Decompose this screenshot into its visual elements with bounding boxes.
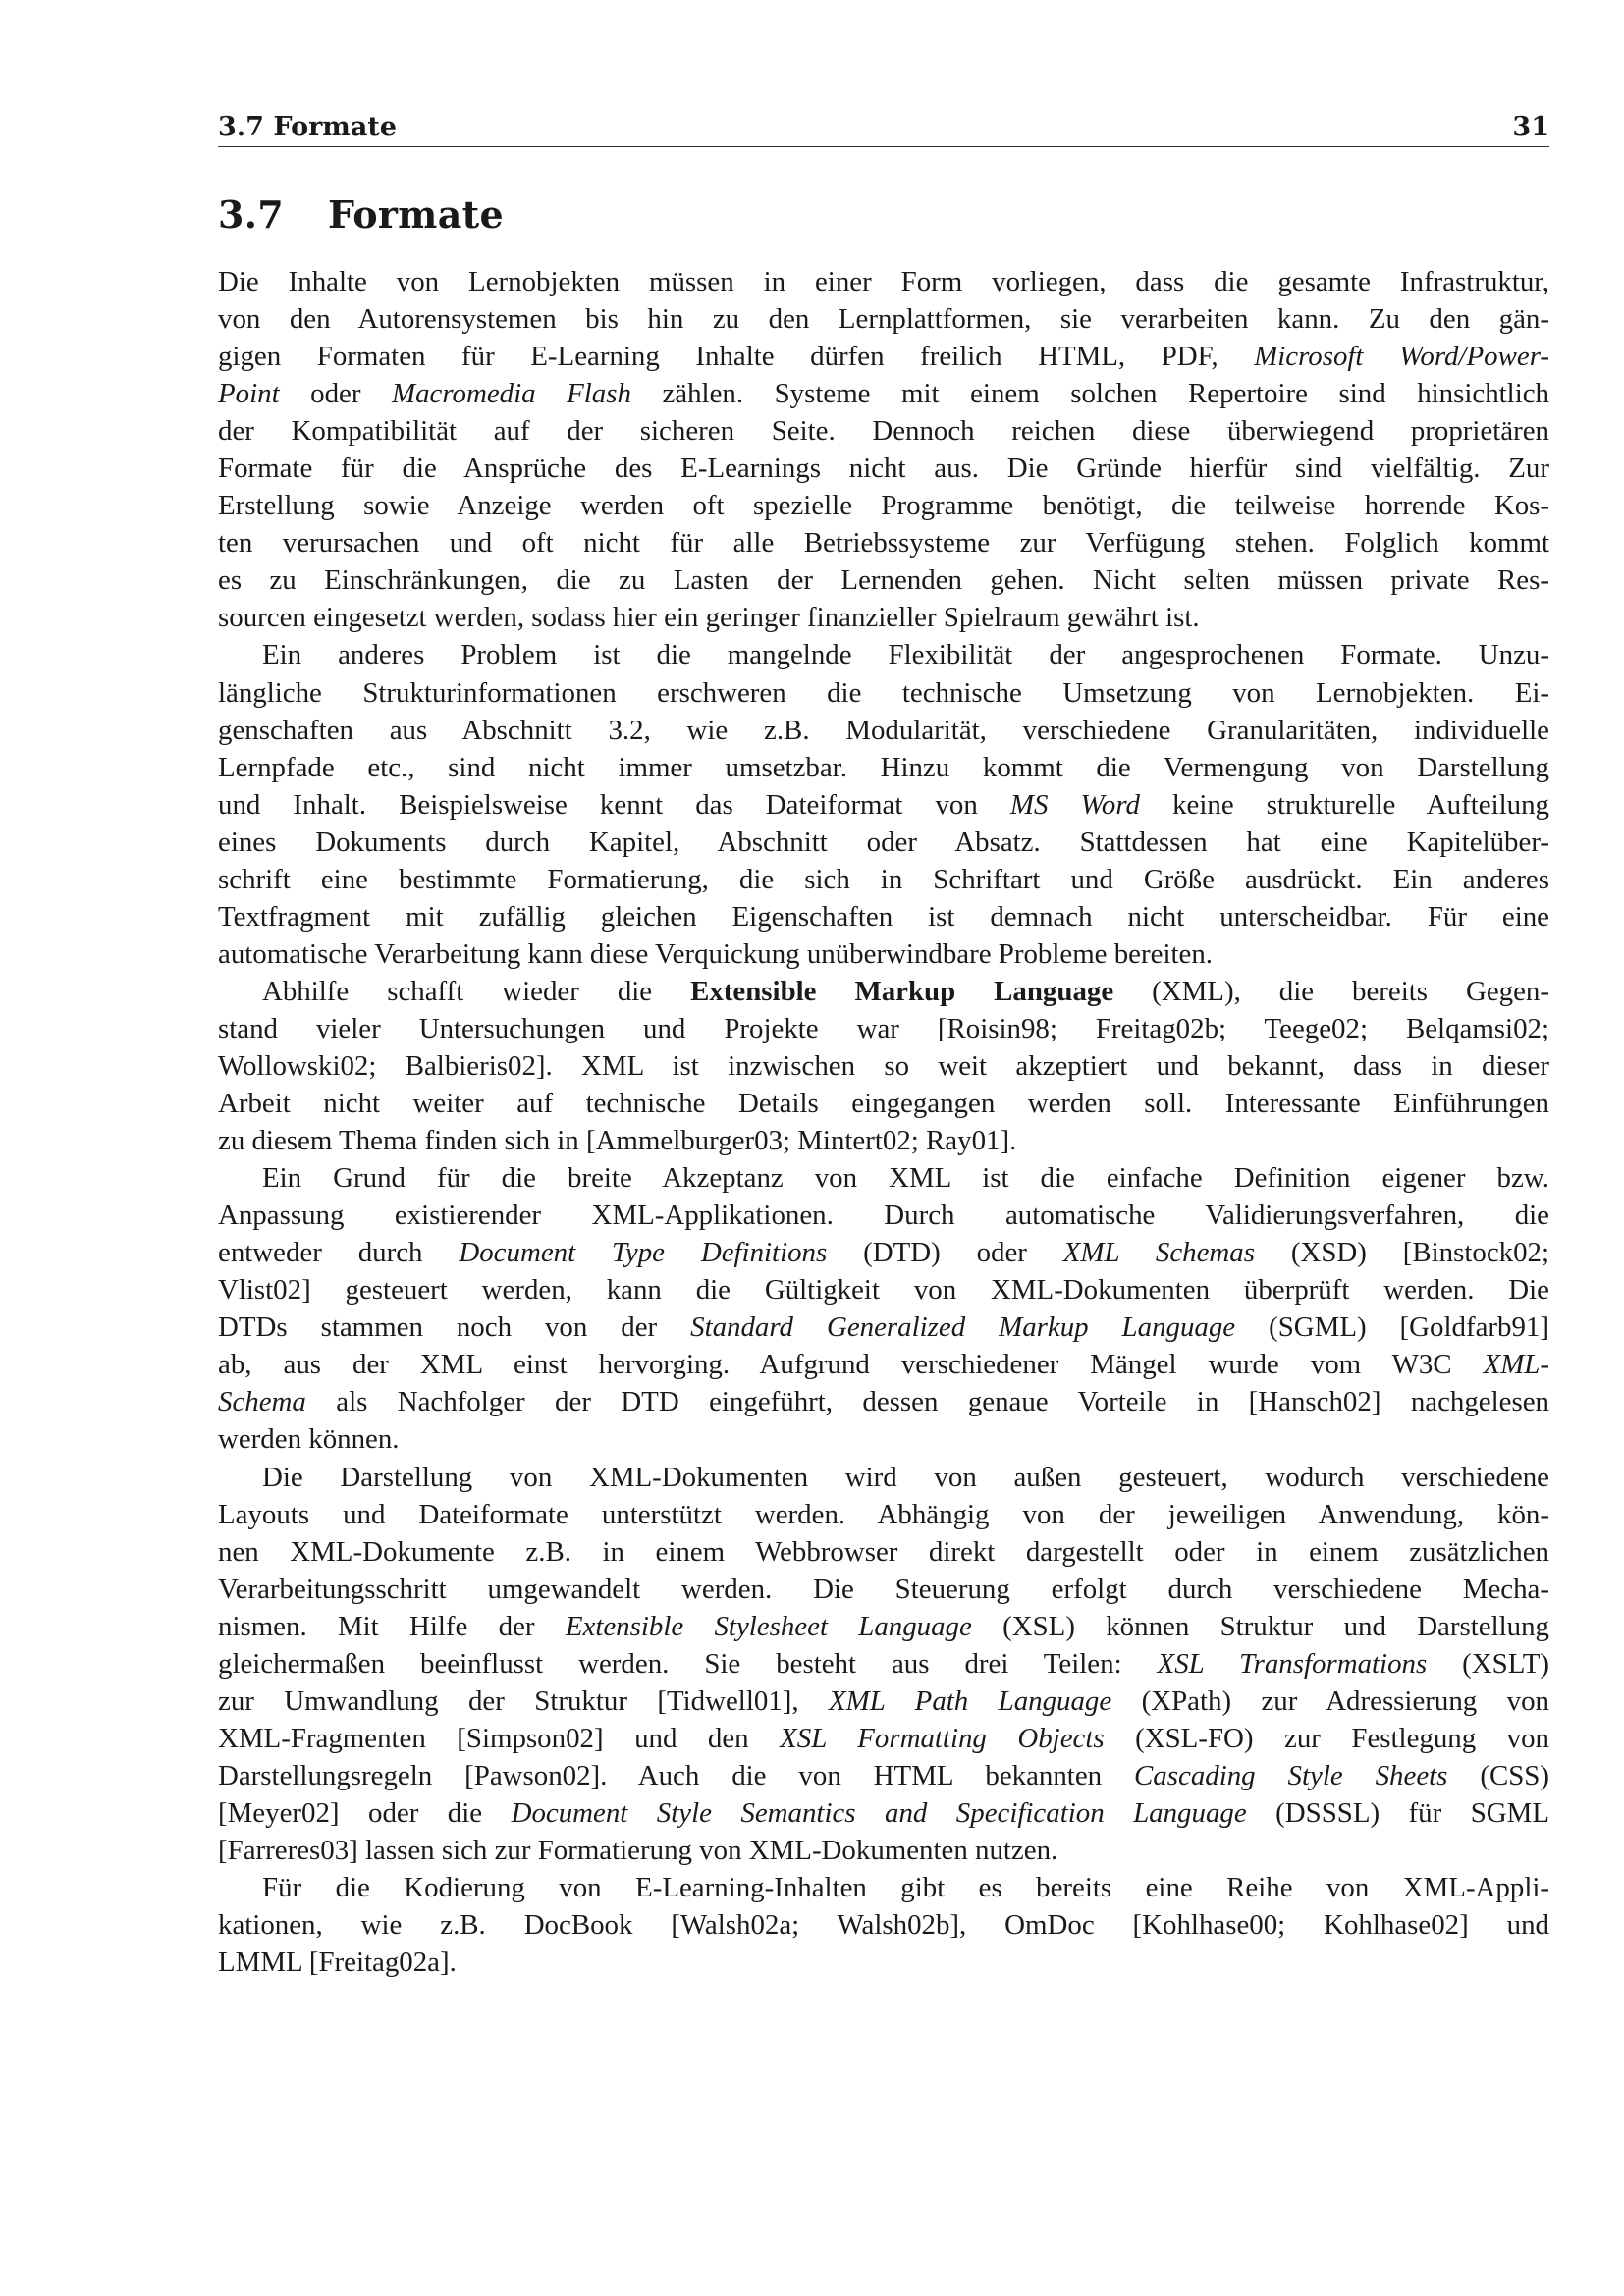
text-run: zur Umwandlung der Struktur [Tidwell01],: [218, 1684, 829, 1717]
text-line: [218, 1383, 1549, 1420]
italic-term: MS Word: [1009, 788, 1140, 821]
italic-term: Document Style Semantics and Specification Language: [511, 1796, 1247, 1829]
text-run: ab, aus der XML einst hervorging. Aufgrund verschiedener Mängel wurde vom W3C: [218, 1349, 1484, 1381]
text-line: Anpassung existierender XML-Applikationen. Durch automatische Validierungsverfahren, die: [218, 1200, 1549, 1232]
italic-term: Schema: [218, 1386, 306, 1418]
text-line: [218, 1346, 1549, 1383]
running-header: [218, 108, 1549, 147]
italic-term: XSL Formatting Objects: [780, 1722, 1105, 1754]
text-run: DTDs stammen noch von der: [218, 1311, 691, 1344]
italic-term: Macromedia Flash: [392, 378, 631, 410]
text-run: (CSS): [1447, 1759, 1549, 1791]
text-line: [218, 973, 1549, 1010]
text-line: Textfragment mit zufällig gleichen Eigenschaften ist demnach nicht unterscheidbar. Für eine: [218, 900, 1549, 933]
paragraph-4: [218, 1159, 1549, 1458]
text-line: Layouts und Dateiformate unterstützt werden. Abhängig von der jeweiligen Anwendung, kön-: [218, 1498, 1549, 1530]
section-title: Formate: [328, 192, 504, 237]
text-line: ten verursachen und oft nicht für alle Betriebssysteme zur Verfügung stehen. Folglich kommt: [218, 527, 1549, 560]
text-line: eines Dokuments durch Kapitel, Abschnitt oder Absatz. Stattdessen hat eine Kapitelüber-: [218, 826, 1549, 858]
text-line: [218, 1308, 1549, 1346]
text-run: (XSD) [Binstock02;: [1255, 1237, 1550, 1269]
text-line: längliche Strukturinformationen erschweren die technische Umsetzung von Lernobjekten. Ei-: [218, 676, 1549, 709]
italic-term: Extensible Stylesheet Language: [565, 1610, 972, 1642]
text-line: [218, 1234, 1549, 1271]
text-line: genschaften aus Abschnitt 3.2, wie z.B. Modularität, verschiedene Granularitäten, individuelle: [218, 714, 1549, 746]
italic-term: XML Path Language: [829, 1684, 1112, 1717]
text-line: nen XML-Dokumente z.B. in einem Webbrowser direkt dargestellt oder in einem zusätzlichen: [218, 1535, 1549, 1568]
text-line: es zu Einschränkungen, die zu Lasten der Lernenden gehen. Nicht selten müssen private Res-: [218, 564, 1549, 597]
text-run: Darstellungsregeln [Pawson02]. Auch die von HTML bekannten: [218, 1759, 1135, 1791]
text-line: [218, 338, 1549, 375]
text-run: Abhilfe schafft wieder die: [262, 975, 691, 1007]
text-line: LMML [Freitag02a].: [218, 1947, 457, 1979]
text-line: sourcen eingesetzt werden, sodass hier ein geringer finanzieller Spielraum gewährt ist.: [218, 602, 1200, 634]
text-run: als Nachfolger der DTD eingeführt, dessen genaue Vorteile in [Hansch02] nachgelesen: [305, 1386, 1549, 1418]
text-line: stand vieler Untersuchungen und Projekte war [Roisin98; Freitag02b; Teege02; Belqamsi02;: [218, 1012, 1549, 1044]
italic-term: Point: [218, 378, 280, 410]
page-number: 31: [1512, 112, 1549, 142]
text-run: [Meyer02] oder die: [218, 1796, 512, 1829]
text-run: (XSLT): [1427, 1647, 1549, 1680]
text-line: Vlist02] gesteuert werden, kann die Gültigkeit von XML-Dokumenten überprüft werden. Die: [218, 1274, 1549, 1307]
text-line: Verarbeitungsschritt umgewandelt werden. Die Steuerung erfolgt durch verschiedene Mecha-: [218, 1573, 1549, 1605]
italic-term: Microsoft Word/Power-: [1254, 341, 1549, 373]
text-line: [218, 1682, 1549, 1720]
text-line: [218, 1720, 1549, 1757]
text-line: [218, 1757, 1549, 1794]
text-line: Für die Kodierung von E-Learning-Inhalten gibt es bereits eine Reihe von XML-Appli-: [262, 1872, 1549, 1904]
paragraph-5: [218, 1459, 1549, 1870]
text-run: keine strukturelle Aufteilung: [1139, 788, 1549, 821]
text-run: (DSSSL) für SGML: [1246, 1796, 1549, 1829]
text-line: [218, 786, 1549, 824]
text-line: kationen, wie z.B. DocBook [Walsh02a; Walsh02b], OmDoc [Kohlhase00; Kohlhase02] und: [218, 1909, 1549, 1942]
text-run: oder: [279, 378, 393, 410]
italic-term: XML Schemas: [1062, 1237, 1255, 1269]
text-line: Formate für die Ansprüche des E-Learnings nicht aus. Die Gründe hierfür sind vielfältig. Zur: [218, 453, 1549, 485]
text-line: Erstellung sowie Anzeige werden oft spezielle Programme benötigt, die teilweise horrende Kos-: [218, 490, 1549, 522]
italic-term: Cascading Style Sheets: [1134, 1759, 1448, 1791]
paragraph-2: [218, 636, 1549, 972]
text-line: automatische Verarbeitung kann diese Verquickung unüberwindbare Probleme bereiten.: [218, 937, 1213, 970]
text-run: zählen. Systeme mit einem solchen Repertoire sind hinsichtlich: [630, 378, 1549, 410]
text-line: von den Autorensystemen bis hin zu den Lernplattformen, sie verarbeiten kann. Zu den gän-: [218, 303, 1549, 336]
text-run: (XML), die bereits Gegen-: [1113, 975, 1550, 1007]
text-line: Wollowski02; Balbieris02]. XML ist inzwischen so weit akzeptiert und bekannt, dass in dieser: [218, 1049, 1549, 1082]
italic-term: XML-: [1483, 1349, 1549, 1381]
paragraph-1: [218, 263, 1549, 636]
text-run: gleichermaßen beeinflusst werden. Sie besteht aus drei Teilen:: [218, 1647, 1158, 1680]
section-heading: [218, 192, 504, 237]
text-line: [218, 1794, 1549, 1832]
text-line: [218, 1608, 1549, 1645]
text-line: Die Darstellung von XML-Dokumenten wird von außen gesteuert, wodurch verschiedene: [262, 1461, 1549, 1493]
text-line: Ein Grund für die breite Akzeptanz von XML ist die einfache Definition eigener bzw.: [262, 1162, 1549, 1195]
italic-term: Standard Generalized Markup Language: [690, 1311, 1236, 1344]
text-line: der Kompatibilität auf der sicheren Seite. Dennoch reichen diese überwiegend proprietären: [218, 415, 1549, 448]
text-run: XML-Fragmenten [Simpson02] und den: [218, 1722, 781, 1754]
italic-term: XSL Transformations: [1157, 1647, 1428, 1680]
text-run: (SGML) [Goldfarb91]: [1235, 1311, 1549, 1344]
bold-term: Extensible Markup Language: [690, 975, 1114, 1007]
text-run: (XPath) zur Adressierung von: [1111, 1684, 1549, 1717]
text-line: Die Inhalte von Lernobjekten müssen in einer Form vorliegen, dass die gesamte Infrastruktur,: [218, 266, 1549, 297]
text-line: Ein anderes Problem ist die mangelnde Flexibilität der angesprochenen Formate. Unzu-: [262, 639, 1549, 671]
text-run: und Inhalt. Beispielsweise kennt das Dateiformat von: [218, 788, 1010, 821]
text-run: nismen. Mit Hilfe der: [218, 1610, 566, 1642]
paragraph-6: [218, 1869, 1549, 1981]
text-line: Arbeit nicht weiter auf technische Details eingegangen werden soll. Interessante Einführungen: [218, 1088, 1549, 1120]
text-run: (XSL) können Struktur und Darstellung: [971, 1610, 1549, 1642]
text-run: entweder durch: [218, 1237, 460, 1269]
text-line: [218, 1645, 1549, 1682]
section-number: 3.7: [218, 192, 285, 237]
italic-term: Document Type Definitions: [459, 1237, 828, 1269]
running-header-section: 3.7 Formate: [218, 112, 398, 142]
text-line: [218, 375, 1549, 412]
paragraph-3: [218, 973, 1549, 1159]
body-text: [218, 263, 1549, 1981]
text-line: Lernpfade etc., sind nicht immer umsetzbar. Hinzu kommt die Vermengung von Darstellung: [218, 751, 1549, 783]
text-line: [Farreres03] lassen sich zur Formatierung von XML-Dokumenten nutzen.: [218, 1834, 1058, 1866]
text-line: werden können.: [218, 1423, 400, 1456]
text-run: (DTD) oder: [827, 1237, 1063, 1269]
text-line: schrift eine bestimmte Formatierung, die sich in Schriftart und Größe ausdrückt. Ein anderes: [218, 863, 1549, 895]
text-run: (XSL-FO) zur Festlegung von: [1104, 1722, 1549, 1754]
text-run: gigen Formaten für E-Learning Inhalte dürfen freilich HTML, PDF,: [218, 341, 1255, 373]
text-line: zu diesem Thema finden sich in [Ammelburger03; Mintert02; Ray01].: [218, 1125, 1017, 1157]
